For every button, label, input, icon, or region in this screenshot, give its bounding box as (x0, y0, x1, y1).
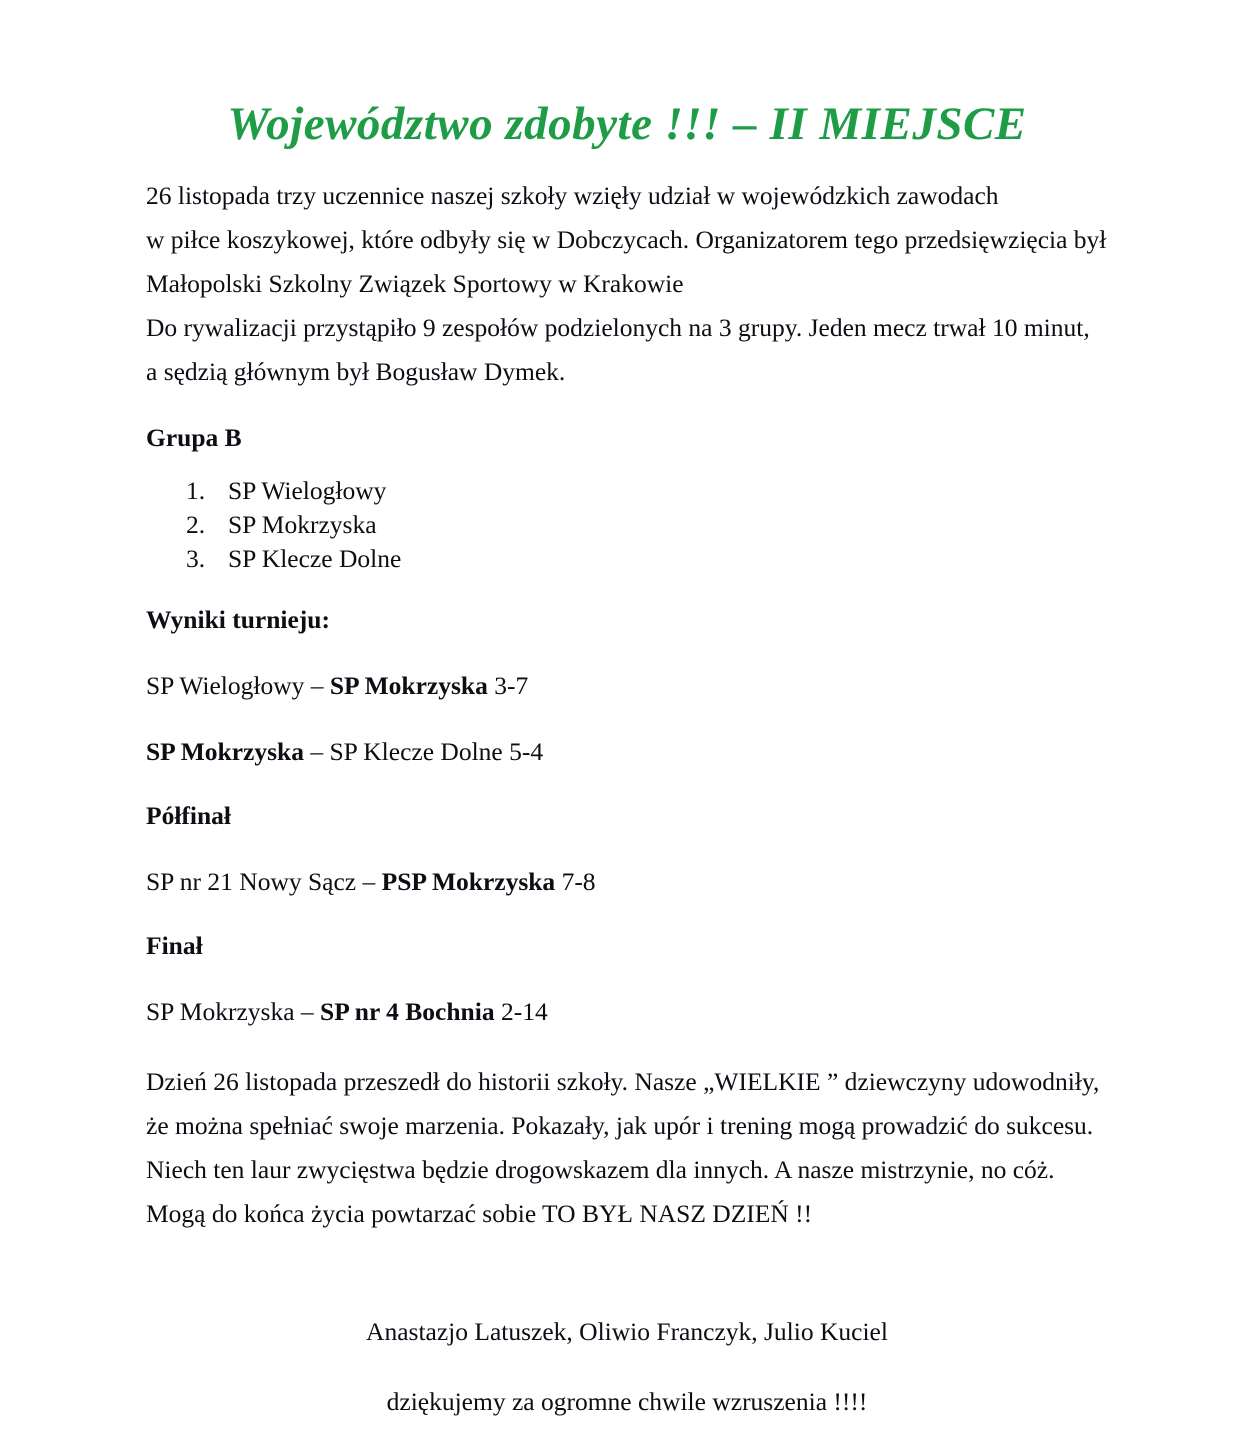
list-item: SP Klecze Dolne (228, 544, 402, 573)
match-away-team: SP Klecze Dolne (329, 737, 503, 766)
match-dash: – (356, 867, 382, 896)
match-score: 3-7 (487, 671, 529, 700)
intro-paragraph (146, 152, 1108, 394)
intro-line-4: Do rywalizacji przystąpiło 9 zespołów podzielonych na 3 grupy. Jeden mecz trwał 10 minut, (146, 313, 1090, 342)
closing-line-1: Dzień 26 listopada przeszedł do historii szkoły. Nasze „WIELKIE ” dziewczyny udowodniły, (146, 1067, 1100, 1096)
signature-thanks: dziękujemy za ogromne chwile wzruszenia !!!! (386, 1387, 868, 1416)
match-result-row (146, 838, 1108, 904)
closing-paragraph (146, 1034, 1108, 1236)
match-home-team: SP nr 21 Nowy Sącz (146, 867, 357, 896)
match-home-team: SP Wielogłowy (146, 671, 305, 700)
match-score: 7-8 (555, 867, 596, 896)
closing-line-2: że można spełniać swoje marzenia. Pokazały, jak upór i trening mogą prowadzić do sukcesu. (146, 1111, 1094, 1140)
match-dash: – (294, 997, 321, 1026)
intro-line-5: a sędzią głównym był Bogusław Dymek. (146, 357, 566, 386)
group-team-list (146, 460, 1108, 576)
page-title: Województwo zdobyte !!! – II MIEJSCE (227, 98, 1027, 150)
match-home-team: SP Mokrzyska (146, 997, 295, 1026)
intro-line-1 (146, 152, 1108, 218)
match-score: 2-14 (494, 997, 548, 1026)
list-item: SP Mokrzyska (228, 510, 377, 539)
intro-line-2: w piłce koszykowej, które odbyły się w Dobczycach. Organizatorem tego przedsięwzięcia był (146, 225, 1107, 254)
match-result-row (146, 968, 1108, 1034)
closing-line-3: Niech ten laur zwycięstwa będzie drogowskazem dla innych. A nasze mistrzynie, no cóż. (146, 1155, 1055, 1184)
match-dash: – (304, 671, 330, 700)
results-heading: Wyniki turnieju: (146, 605, 330, 634)
intro-line-1-text: 26 listopada trzy uczennice naszej szkoły wzięły udział w wojewódzkich zawodach (146, 181, 999, 210)
closing-line-4: Mogą do końca życia powtarzać sobie TO BYŁ NASZ DZIEŃ !! (146, 1199, 813, 1228)
match-score: 5-4 (502, 737, 544, 766)
match-dash: – (303, 737, 330, 766)
list-item: SP Wielogłowy (228, 476, 387, 505)
match-away-team: SP Mokrzyska (329, 671, 488, 700)
match-away-team: SP nr 4 Bochnia (320, 997, 495, 1026)
group-heading: Grupa B (146, 423, 242, 452)
final-heading: Finał (146, 931, 203, 960)
match-result-row (146, 708, 1108, 774)
semifinal-heading: Półfinał (146, 801, 232, 830)
match-away-team: PSP Mokrzyska (381, 867, 556, 896)
intro-line-3: Małopolski Szkolny Związek Sportowy w Krakowie (146, 269, 684, 298)
match-home-team: SP Mokrzyska (146, 737, 304, 766)
match-result-row (146, 642, 1108, 708)
signature-authors: Anastazjo Latuszek, Oliwio Franczyk, Julio Kuciel (366, 1317, 888, 1346)
